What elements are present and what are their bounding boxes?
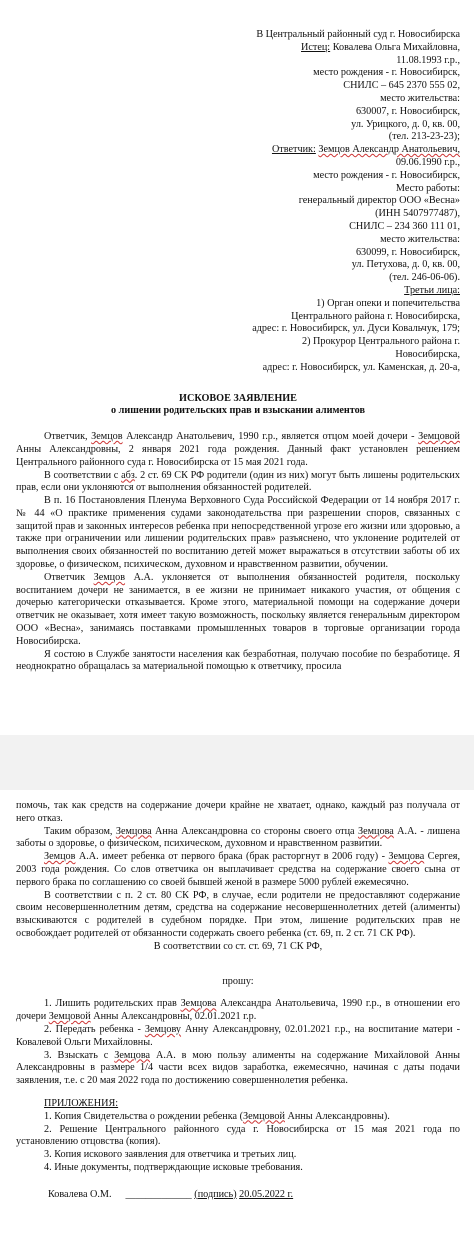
attachments-label	[16, 1098, 460, 1111]
third-party-detail: 1) Орган опеки и попечительства	[316, 297, 460, 309]
document-subtitle: о лишении родительских прав и взыскании алиментов	[111, 405, 365, 417]
plaintiff-name: Ковалева Ольга Михайловна,	[332, 41, 460, 53]
defendant-detail: Место работы:	[395, 182, 460, 194]
paragraph-5-end: помочь, так как средств на содержание дочери крайне не хватает, однако, каждый раз получала от него отказ.	[16, 800, 460, 824]
plaintiff-label: Истец:	[301, 41, 331, 53]
plaintiff-detail: место жительства:	[380, 92, 460, 104]
defendant-detail: 09.06.1990 г.р.,	[395, 156, 460, 168]
surname: Земцов	[91, 431, 123, 443]
defendant-detail: (ИНН 5407977487),	[375, 208, 460, 220]
surname: Земцову	[144, 1023, 182, 1035]
defendant-line	[236, 144, 460, 157]
plaintiff-detail: 11.08.1993 г.р.,	[396, 54, 460, 66]
surname: Земцовой	[418, 431, 460, 443]
text-run: Анны Александровны).	[284, 1110, 390, 1122]
plaintiff-detail: ул. Урицкого, д. 0, кв. 00,	[351, 118, 460, 130]
surname: Земцовой	[48, 1011, 91, 1023]
attachment-1	[16, 1111, 460, 1124]
surname: Земцова	[388, 851, 425, 863]
paragraph-2	[16, 470, 460, 496]
text-run: Александра Анатольевича, 1990 г.р., в отношении его дочери	[16, 998, 460, 1023]
surname: Земцов	[44, 851, 76, 863]
third-parties-label: Третьи лица:	[404, 284, 460, 296]
plaintiff-detail: место рождения - г. Новосибирск,	[313, 67, 460, 79]
surname: Земцова	[114, 1049, 151, 1061]
paragraph-6	[16, 826, 460, 852]
request-item-3	[16, 1050, 460, 1088]
surname: Земцова	[357, 825, 394, 837]
signature-date: 20.05.2022 г.	[239, 1188, 294, 1200]
third-party-detail: Центрального района г. Новосибирска,	[291, 310, 460, 322]
attachment-3: 3. Копия искового заявления для ответчика и третьих лиц.	[44, 1149, 297, 1161]
surname: Земцова	[115, 825, 152, 837]
text-run: А.А. уклоняется от выполнения обязанностей родителя, поскольку воспитанием дочери не занимается, в ее жизни не принимает никакого участия, от общения с дочерью категорически отказывается. Кроме этого, материальной помощи на содержание дочери ответчик не оказывает, хотя имеет такую возможность, поскольку является генеральным директором ООО «Весна», занимаясь поставками промышленных товаров в торговые организации города Новосибирска.	[16, 571, 460, 647]
signature-block	[16, 1189, 460, 1202]
surname: Земцова	[180, 998, 217, 1010]
paragraph-5-start: Я состою в Службе занятости населения как безработная, получаю пособие по безработице. Я неоднократно обращалась за материальной помощью к ответчику, просила	[16, 648, 460, 673]
text-run: А.А. - лишена заботы о здоровье, о физическом, психическом, духовном и нравственном развитии.	[16, 825, 461, 850]
surname: Земцовой	[243, 1110, 285, 1122]
defendant-name: Земцов Александр Анатольевич,	[318, 144, 460, 156]
plaintiff-line	[236, 42, 460, 55]
text-run: Анны Александровны, 2 января 2021 года рождения. Данный факт установлен решением Центрального районного суда г. Новосибирска от 15 мая 2021 года.	[16, 443, 460, 468]
defendant-detail: место рождения - г. Новосибирск,	[313, 169, 460, 181]
paragraph-7	[16, 851, 460, 889]
plaintiff-detail: 630007, г. Новосибирск,	[355, 105, 460, 117]
defendant-label: Ответчик:	[271, 144, 316, 156]
text-run: 2. Передать ребенка -	[44, 1023, 145, 1035]
document-page-2	[0, 790, 474, 1253]
abbreviation: абз	[121, 469, 135, 481]
surname: Земцов	[93, 571, 126, 583]
paragraph-3: В п. 16 Постановления Пленума Верховного Суда Российской Федерации от 14 ноября 2017 г. № 44 «О практике применения судами законодательства при разрешении споров, связанных с защитой прав и законных интересов ребенка при непосредственной угрозе его жизни или здоровью, а также при ограничении или лишении родительских прав» разъяснено, что уклонение родителей от выполнения своих обязанностей по воспитанию детей может выражаться в отсутствии заботы об их здоровье, о физическом, психическом, духовном и нравственном развитии, обучении.	[16, 495, 460, 571]
paragraph-1	[16, 431, 460, 469]
text-run: Анны Александровны, 02.01.2021 г.р.	[90, 1011, 257, 1023]
paragraph-4	[16, 572, 460, 649]
text-run: Анну Александровну, 02.01.2021 г.р., на воспитание матери - Ковалевой Ольги Михайловны.	[16, 1023, 460, 1048]
text-run: Александр Анатольевич, 1990 г.р., является отцом моей дочери -	[122, 431, 419, 443]
third-party-detail: 2) Прокурор Центрального района г. Новосибирска,	[301, 336, 460, 360]
third-party-detail: адрес: г. Новосибирск, ул. Каменская, д. 20-а,	[262, 361, 460, 373]
defendant-detail: 630099, г. Новосибирск,	[355, 246, 460, 258]
text-run: А.А. имеет ребенка от первого брака (брак расторгнут в 2006 году) -	[75, 851, 389, 863]
text-run: В соответствии с	[44, 469, 122, 481]
signature-underline: _____________	[125, 1188, 192, 1200]
defendant-detail: место жительства:	[380, 233, 460, 245]
court-name: В Центральный районный суд г. Новосибирска	[256, 29, 460, 40]
signature-label: (подпись)	[194, 1188, 237, 1200]
plaintiff-detail: (тел. 213-23-23);	[388, 131, 460, 143]
attachment-4: 4. Иные документы, подтверждающие исковые требования.	[44, 1161, 303, 1173]
text-run: Анна Александровна со стороны своего отца	[151, 825, 358, 837]
attachment-2: 2. Решение Центрального районного суда г. Новосибирска от 15 мая 2021 года по установлению отцовства (копия).	[16, 1123, 460, 1148]
document-title: ИСКОВОЕ ЗАЯВЛЕНИЕ	[179, 392, 297, 404]
plaintiff-detail: СНИЛС – 645 2370 555 02,	[343, 80, 460, 92]
text-run: Сергея, 2003 года рождения. Со слов ответчика он выплачивает средства на содержание своего сына от первого брака по соглашению со своей бывшей женой в размере 5000 рублей ежемесячно.	[16, 851, 460, 888]
defendant-detail: (тел. 246-06-06).	[389, 272, 460, 284]
signer-name: Ковалева О.М.	[48, 1188, 112, 1200]
attachments-heading: ПРИЛОЖЕНИЯ:	[44, 1097, 119, 1109]
third-party-detail: адрес: г. Новосибирск, ул. Дуси Ковальчук, 179;	[252, 323, 460, 335]
text-run: . 2 ст. 69 СК РФ родители (один из них) могут быть лишены родительских прав, если они уклоняются от выполнения обязанностей родителей.	[16, 469, 460, 494]
request-item-2	[16, 1024, 460, 1050]
paragraph-8: В соответствии с п. 2 ст. 80 СК РФ, в случае, если родители не предоставляют содержание своим несовершеннолетним детям, средства на содержание несовершеннолетних детей (алименты) взыскиваются с родителей в судебном порядке. При этом, лишение родительских прав не освобождает родителей от обязанности содержать своего ребенка (ст. 69, п. 2 ст. 71 СК РФ).	[16, 889, 460, 939]
request-item-1	[16, 998, 460, 1024]
defendant-detail: ул. Петухова, д. 0, кв. 00,	[351, 259, 460, 271]
text-run: 1. Копия Свидетельства о рождении ребенка (	[44, 1110, 244, 1122]
text-run: 3. Взыскать с	[44, 1049, 115, 1061]
defendant-detail: СНИЛС – 234 360 111 01,	[349, 220, 460, 232]
text-run: Ответчик,	[44, 431, 92, 443]
document-header	[16, 29, 460, 375]
signature-line	[126, 1189, 294, 1202]
text-run: Ответчик	[44, 571, 94, 583]
text-run: Таким образом,	[44, 825, 116, 837]
legal-basis: В соответствии со ст. ст. 69, 71 СК РФ,	[153, 940, 323, 952]
text-run: А.А. в мою пользу алименты на содержание Михайловой Анны Александровны в размере 1/4 части всех видов заработка, ежемесячно, начиная с даты подачи заявления, т.е. с 20 мая 2022 года по достижению совершеннолетия ребенка.	[16, 1049, 461, 1087]
request-heading: прошу:	[222, 975, 254, 987]
text-run: 1. Лишить родительских прав	[44, 998, 181, 1010]
defendant-detail: генеральный директор ООО «Весна»	[298, 195, 460, 207]
